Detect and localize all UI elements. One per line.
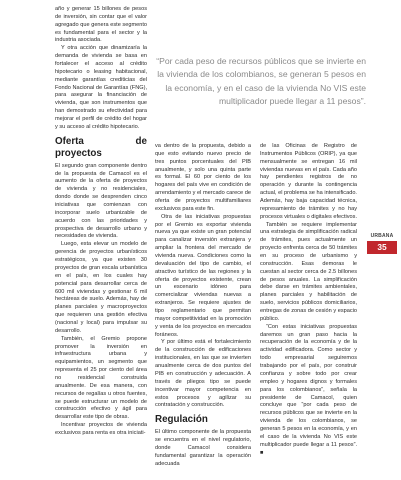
paragraph: Otra de las iniciativas propuestas por el Gremio es exportar vivienda nueva ya que existe un gran potencial para canalizar inversión extranjera y ampliar la frontera del mercado de vivienda nueva. Condiciones como la devaluación del tipo de cambio, el atractivo turístico de las regiones y la oferta de proyectos existente, crean un escenario idóneo para comercializar viviendas nuevas a extranjeros. Se requiere ajustes de tipo reglamentario que permitan mayor competitividad en la promoción y venta de los proyectos en mercados foráneos. — [155, 213, 251, 338]
paragraph: de las Oficinas de Registro de Instrumentos Públicos (ORIP), ya que mensualmente se entregan 16 mil viviendas nuevas en el país. Cada año hay pendientes registros de no operación y durante la contingencia actual, el problema se ha intensificado. Además, hay baja capacidad técnica, represamiento de trámites y no hay procesos virtuales o digitales efectivos. — [260, 143, 358, 220]
article-column-2 — [155, 143, 251, 469]
paragraph: “Con estas iniciativas propuestas daremos un gran paso hacia la recuperación de la economía y de la actividad edificadora. Como sector y todo empresarial seguiremos trabajando por el país, por construir confianza y sobre todo por crear empleo y hogares dignos y formales para los colombianos”, señala la presidente de Camacol, quien concluye que “por cada peso de recursos públicos que se invierte en la vivienda de los colombianos, se generan 5 pesos en la economía, y en el caso de la vivienda No VIS este multiplicador puede llegar a 11 pesos”. ■ — [260, 323, 357, 456]
pull-quote-text: “Por cada peso de recursos públicos que se invierte en la vivienda de los colombianos, se generan 5 pesos en la economía, y en el caso de la vivienda No VIS este multiplicador puede llegar a 11 pesos”. — [156, 56, 366, 106]
paragraph: Luego, esta elevar un modelo de gerencia de proyectos urbanísticos estratégicos, ya que existen 30 proyectos de gran escala urbanística en el país, en los cuales hay potencial para desarrollar cerca de 600 mil viviendas y gestionar 6 mil hectáreas de suelo. Además, hay de planes parciales y macroproyectos que requieren una gestión efectiva (nacional y local) para impulsar su desarrollo. — [55, 241, 147, 334]
section-heading-oferta: Oferta de proyectos — [55, 135, 147, 159]
page-number: 35 — [367, 241, 397, 254]
section-heading-regulacion: Regulación — [155, 414, 208, 426]
paragraph: El último componente de la propuesta se encuentra en el nivel regulatorio, donde Camacol considera fundamental garantizar la operación adecuada — [155, 429, 251, 467]
paragraph: Incentivar proyectos de vivienda exclusivos para renta es otra iniciati- — [55, 422, 147, 436]
paragraph: Y otra acción que dinamizaría la demanda de vivienda se basa en fortalecer el acceso al crédito hipotecario o leasing habitacional, mediante garantías crediticias del Fondo Nacional de Garantías (FNG), para asegurar la financiación de vivienda, que son instrumentos que han demostrado su efectividad para mejorar el perfil de crédito del hogar y su acceso al crédito hipotecario. — [55, 45, 147, 130]
paragraph: También, el Gremio propone promover la inversión en infraestructura urbana y equipamientos, un segmento que representa el 25 por ciento del área no residencial construida anualmente. De esa manera, con recursos de regalías u otros fuentes, se puede estructurar un modelo de construcción efectivo y ágil para desarrollar este tipo de obras. — [55, 335, 147, 421]
paragraph: va dentro de la propuesta, debido a que esto evitando nuevo precio de tres puntos porcentuales del PIB anualmente, y solo una quinta parte es formal. El 60 por ciento de los hogares del país vive en condición de arrendamiento y el mercado carece de oferta de proyectos multifamiliares exclusivos para este fin. — [155, 143, 251, 212]
article-column-1 — [55, 6, 147, 438]
section-label: URBANA — [370, 233, 394, 239]
paragraph: También se requiere implementar una estrategia de simplificación radical de trámites, pues actualmente un proyecto enfrenta cerca de 50 trámites en su proceso de urbanismo y construcción. Esas demoras le cuestan al sector cerca de 2.5 billones de pesos anuales. La simplificación debe darse en trámites ambientales, planes parciales y habilitación de suelo, servicios públicos domiciliarios, entregas de zonas de cesión y espacio público. — [260, 221, 357, 322]
paragraph: El segundo gran componente dentro de la propuesta de Camacol es el aumento de la oferta de proyectos de vivienda y no residenciales, dondo donde se desprenden cinco iniciativas que comienzan con incorporar suelo urbanizable de acuerdo con las prioridades y prospectiva de desarrollo urbano y necesidades de vivienda. — [55, 162, 147, 240]
article-column-3 — [260, 143, 357, 457]
paragraph: año y generar 15 billones de pesos de inversión, sin contar que el valor agregado que genera este segmento es fundamental para el sector y la industria asociada. — [55, 6, 147, 44]
section-tab — [367, 233, 397, 254]
paragraph: Y por último está el fortalecimiento de la construcción de edificaciones institucionales, en las que se invierten anualmente cerca de dos puntos del PIB en construcción y adecuación. A través de pliegos tipo se puede incentivar mayor competencia en estos procesos y agilizar su contratación y construcción. — [155, 339, 251, 409]
pull-quote — [156, 55, 366, 108]
